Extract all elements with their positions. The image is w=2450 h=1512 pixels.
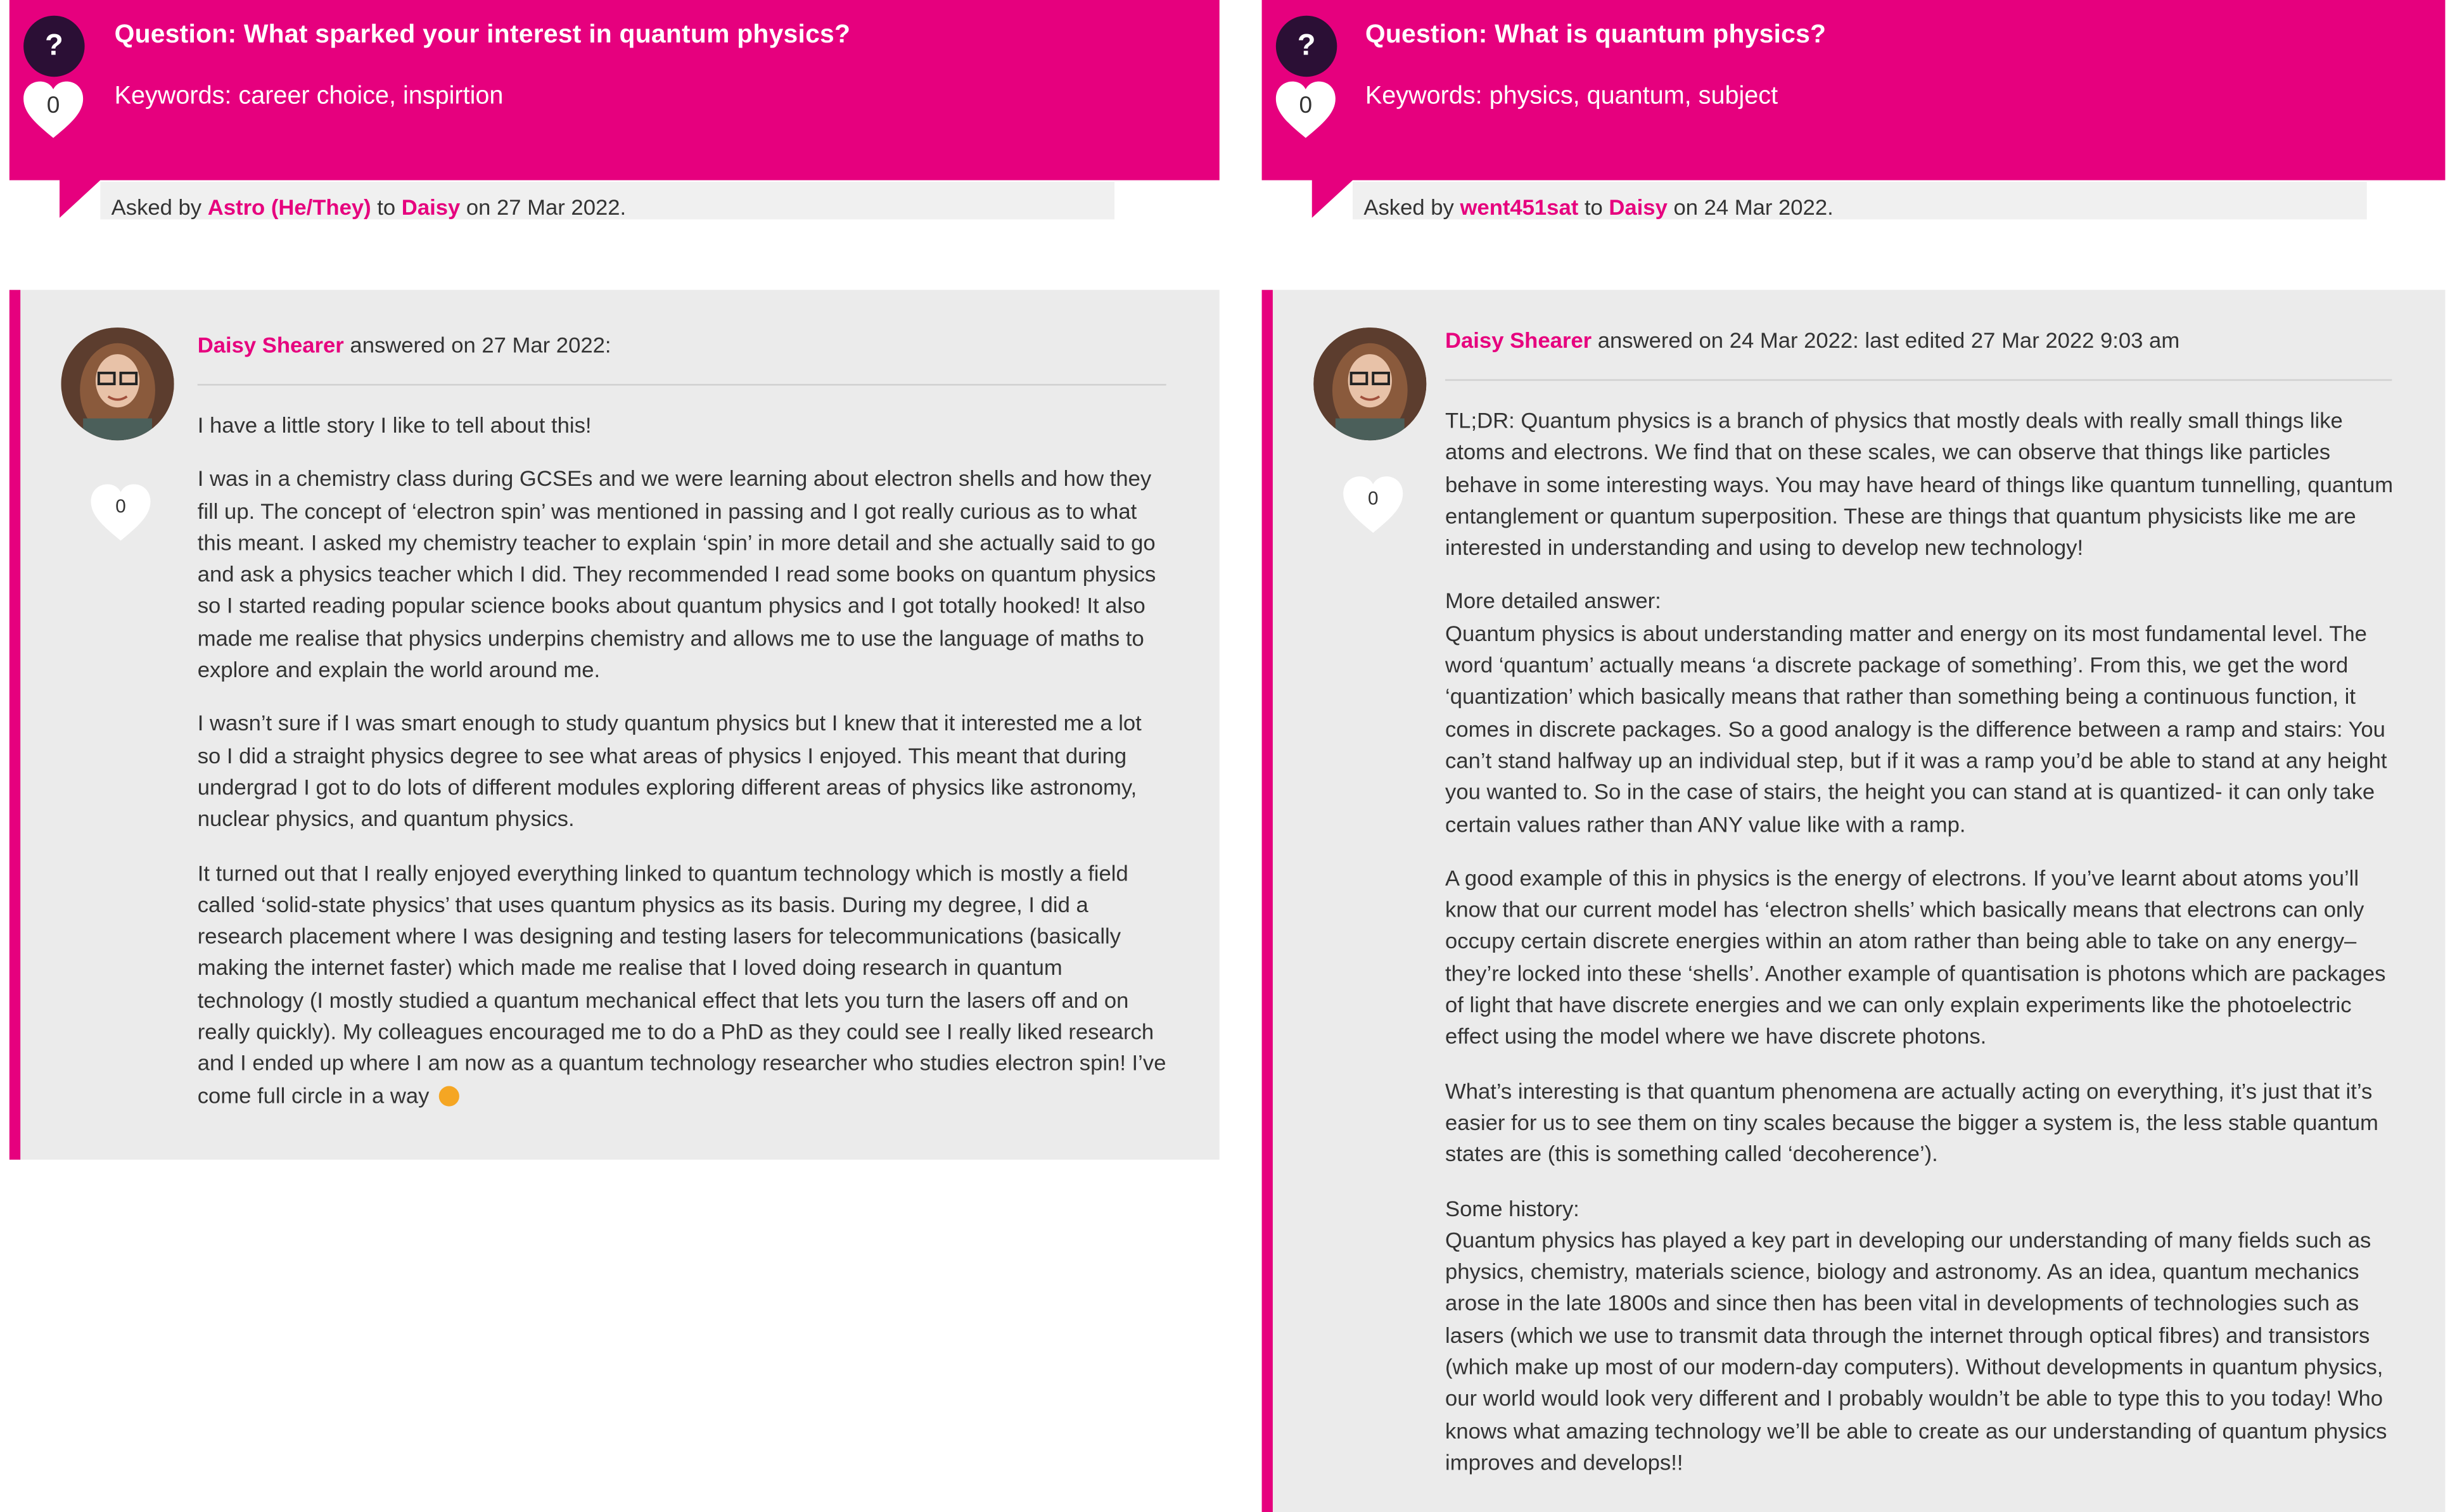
like-count: 0 [46,92,60,120]
answer-paragraph: I was in a chemistry class during GCSEs and we were learning about electron shells and how they fill up. The concept of ‘electron spin’ was mentioned in passing and I got really curious as to what this meant. I asked my chemistry teacher to explain ‘spin’ in more detail and she actually said to go and ask a physics teacher which I did. They recommended I read some books on quantum physics so I started reading popular science books about quantum physics and I got totally hooked! It also made me realise that physics underpins chemistry and allows me to use the language of maths to explore and explain the world around me. [197,466,1156,682]
answer-meta: answered on 27 Mar 2022: [350,332,611,358]
answer-paragraph-text: Quantum physics has played a key part in developing our understanding of many fields such as physics, chemistry, materials science, biology and astronomy. As an idea, quantum mechanics arose in the late 1800s and since then has been vital in developments of technologies such as lasers (which we use to transmit data through the internet through optical fibres) and transistors (which make up most of our modern-day computers). Without developments in quantum physics, our world would look very different and I probably wouldn’t be able to type this to you today! Who knows what amazing technology we’ll be able to create as our understanding of quantum physics improves and develops!! [1445,1226,2387,1475]
question-mark-icon: ? [1276,16,1337,77]
answerer-link[interactable]: Daisy [1609,194,1668,220]
question-keywords: Keywords: career choice, inspirtion [114,83,504,110]
answer-paragraph: I have a little story I like to tell about this! [197,412,592,438]
answer-paragraph: What’s interesting is that quantum phenomena are actually acting on everything, it’s just that it’s easier for us to see them on tiny scales because the bigger a system is, the less stable quantum states are (this is something called ‘decoherence’). [1445,1077,2378,1167]
asked-date: on 27 Mar 2022. [466,194,627,220]
answer-header [1445,327,2179,353]
like-heart-button[interactable] [88,481,154,544]
question-header [1262,0,2446,181]
asked-prefix: Asked by [1363,194,1454,220]
answer-panel [10,290,1220,1160]
question-title: Question: What sparked your interest in quantum physics? [114,20,851,49]
speech-tail [60,181,100,218]
answer-paragraph-text: It turned out that I really enjoyed everything linked to quantum technology which is mostly a field called ‘solid-state physics’ that uses quantum physics as its basis. During my degree, I did a research placement where I was designing and testing lasers for telecommunications (basically making the internet faster) which made me realise that I loved doing research in quantum technology (I mostly studied a quantum mechanical effect that lets you turn the lasers off and on really quickly). My colleagues encouraged me to do a PhD as they could see I really liked research and I ended up where I am now as a quantum technology researcher who studies electron spin! I’ve come full circle in a way [197,860,1166,1108]
asker-link[interactable]: Astro (He/They) [207,194,371,220]
asker-link[interactable]: went451sat [1460,194,1579,220]
avatar-photo [1313,327,1426,440]
avatar-photo [61,327,174,440]
answer-paragraph: A good example of this in physics is the energy of electrons. If you’ve learnt about atoms you’ll know that our current model has ‘electron shells’ which basically means that electrons can only occupy certain discrete energies within an atom rather than being able to take on any energy– they’re locked into these ‘shells’. Another example of quantisation is photons which are packages of light that have discrete energies and we can only explain experiments like the photoelectric effect using the model where we have discrete photons. [1445,865,2386,1049]
question-keywords: Keywords: physics, quantum, subject [1365,83,1778,110]
question-card-right [1262,0,2446,1475]
like-count: 0 [1367,487,1379,510]
answer-body [198,409,1170,1133]
divider [198,384,1166,385]
author-link[interactable]: Daisy Shearer [197,332,344,358]
question-title: Question: What is quantum physics? [1365,20,1827,49]
like-heart-button[interactable] [20,79,86,141]
to-word: to [1584,194,1603,220]
answer-paragraph-text: Quantum physics is about understanding matter and energy on its most fundamental level. The word ‘quantum’ actually means ‘a discrete package of something’. From this, we get the word ‘quantization’ which basically means that rather than something being a continuous function, it comes in discrete packages. So a good analogy is the difference between a ramp and stairs: You can’t stand halfway up an individual step, but if it was a ramp you’d be able to stand at any height you wanted to. So in the case of stairs, the height you can stand at is quantized- it can only take certain values rather than ANY value like with a ramp. [1445,620,2387,837]
question-header [10,0,1220,181]
like-heart-button[interactable] [1273,79,1339,141]
section-heading: More detailed answer: [1445,588,1661,614]
answer-meta: answered on 24 Mar 2022: last edited 27 Mar 2022 9:03 am [1597,327,2180,353]
like-heart-button[interactable] [1340,473,1406,536]
answerer-link[interactable]: Daisy [401,194,461,220]
asked-by-line [100,182,1114,219]
speech-tail [1312,181,1353,218]
like-count: 0 [115,495,126,518]
answer-header [198,332,611,357]
answer-panel [1262,290,2446,1512]
answer-paragraph [1445,1192,2404,1478]
avatar[interactable] [1313,327,1426,440]
asked-prefix: Asked by [111,194,202,220]
section-heading: Some history: [1445,1195,1579,1221]
divider [1445,379,2392,381]
answer-body [1445,404,2404,1500]
to-word: to [377,194,396,220]
question-mark-icon: ? [23,16,84,77]
answer-paragraph-last [198,856,1170,1111]
smile-emoji-icon [438,1086,459,1106]
asked-date: on 24 Mar 2022. [1673,194,1834,220]
avatar[interactable] [61,327,174,440]
like-count: 0 [1299,92,1313,120]
asked-by-line [1353,182,2367,219]
author-link[interactable]: Daisy Shearer [1445,327,1592,353]
answer-paragraph: TL;DR: Quantum physics is a branch of physics that mostly deals with really small things like atoms and electrons. We find that on these scales, we can observe that things like particles behave in some interesting ways. You may have heard of things like quantum tunnelling, quantum entanglement or quantum superposition. These are things that quantum physicists like me are interested in understanding and using to develop new technology! [1445,407,2394,560]
answer-paragraph: I wasn’t sure if I was smart enough to study quantum physics but I knew that it interested me a lot so I did a straight physics degree to see what areas of physics I enjoyed. This meant that during undergrad I got to do lots of different modules exploring different areas of physics like astronomy, nuclear physics, and quantum physics. [197,710,1142,831]
question-card-left [10,0,1220,1108]
answer-paragraph [1445,585,2404,840]
